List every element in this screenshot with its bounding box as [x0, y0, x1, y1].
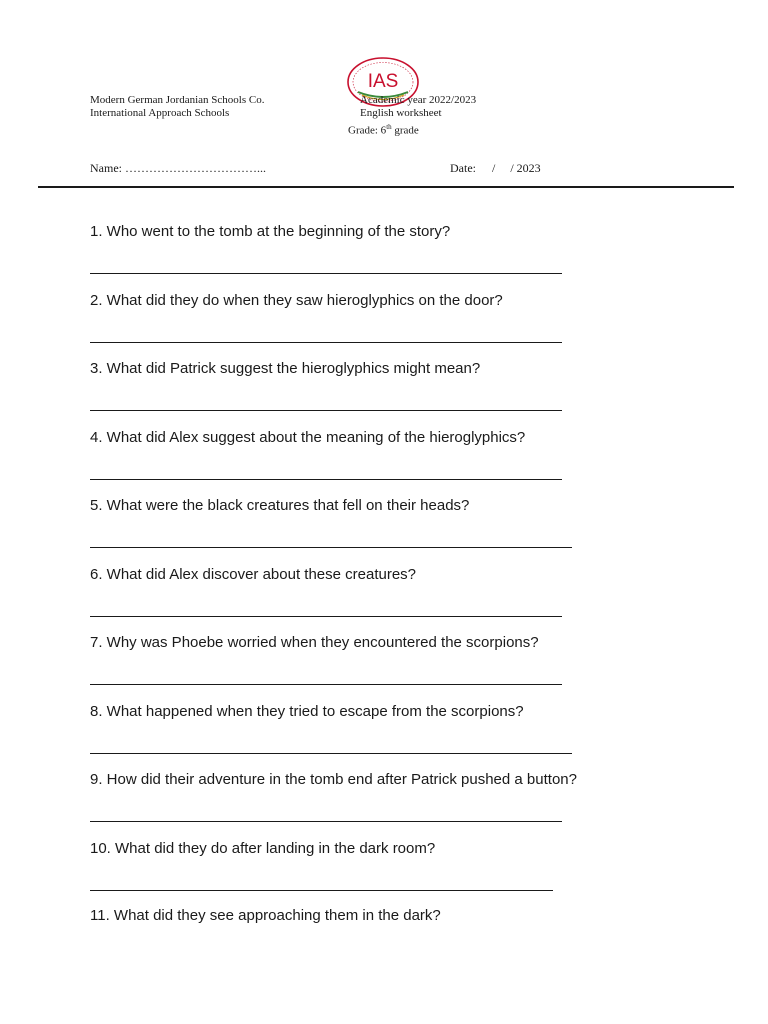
worksheet-title: English worksheet [360, 107, 442, 119]
answer-line-8 [90, 753, 572, 754]
question-9: 9. How did their adventure in the tomb end after Patrick pushed a button? [90, 771, 577, 788]
question-2: 2. What did they do when they saw hieroglyphics on the door? [90, 292, 503, 309]
question-7: 7. Why was Phoebe worried when they encountered the scorpions? [90, 634, 539, 651]
answer-line-6 [90, 616, 562, 617]
date-value: / / 2023 [492, 161, 541, 175]
grade-superscript: th [386, 123, 392, 131]
answer-line-1 [90, 273, 562, 274]
answer-line-9 [90, 821, 562, 822]
question-5: 5. What were the black creatures that fell on their heads? [90, 497, 470, 514]
question-6: 6. What did Alex discover about these creatures? [90, 566, 417, 583]
answer-line-10 [90, 890, 553, 891]
company-name: Modern German Jordanian Schools Co. [90, 94, 265, 106]
question-8: 8. What happened when they tried to escape from the scorpions? [90, 703, 524, 720]
header-divider [38, 186, 734, 188]
question-4: 4. What did Alex suggest about the meaning of the hieroglyphics? [90, 429, 526, 446]
question-11: 11. What did they see approaching them in the dark? [90, 907, 441, 924]
grade-prefix: Grade: 6 [348, 124, 387, 137]
grade-label [348, 121, 419, 138]
answer-line-7 [90, 684, 562, 685]
question-1: 1. Who went to the tomb at the beginning of the story? [90, 223, 451, 240]
school-name: International Approach Schools [90, 107, 230, 119]
question-3: 3. What did Patrick suggest the hieroglyphics might mean? [90, 360, 481, 377]
name-field: Name: ……………………………... [90, 161, 266, 175]
answer-line-5 [90, 547, 572, 548]
date-label: Date: [450, 161, 476, 175]
answer-line-3 [90, 410, 562, 411]
academic-year: Academic year 2022/2023 [360, 94, 477, 106]
answer-line-2 [90, 342, 562, 343]
question-10: 10. What did they do after landing in the dark room? [90, 840, 436, 857]
grade-suffix: grade [391, 124, 419, 137]
answer-line-4 [90, 479, 562, 480]
logo-lettering: IAS [367, 71, 399, 92]
